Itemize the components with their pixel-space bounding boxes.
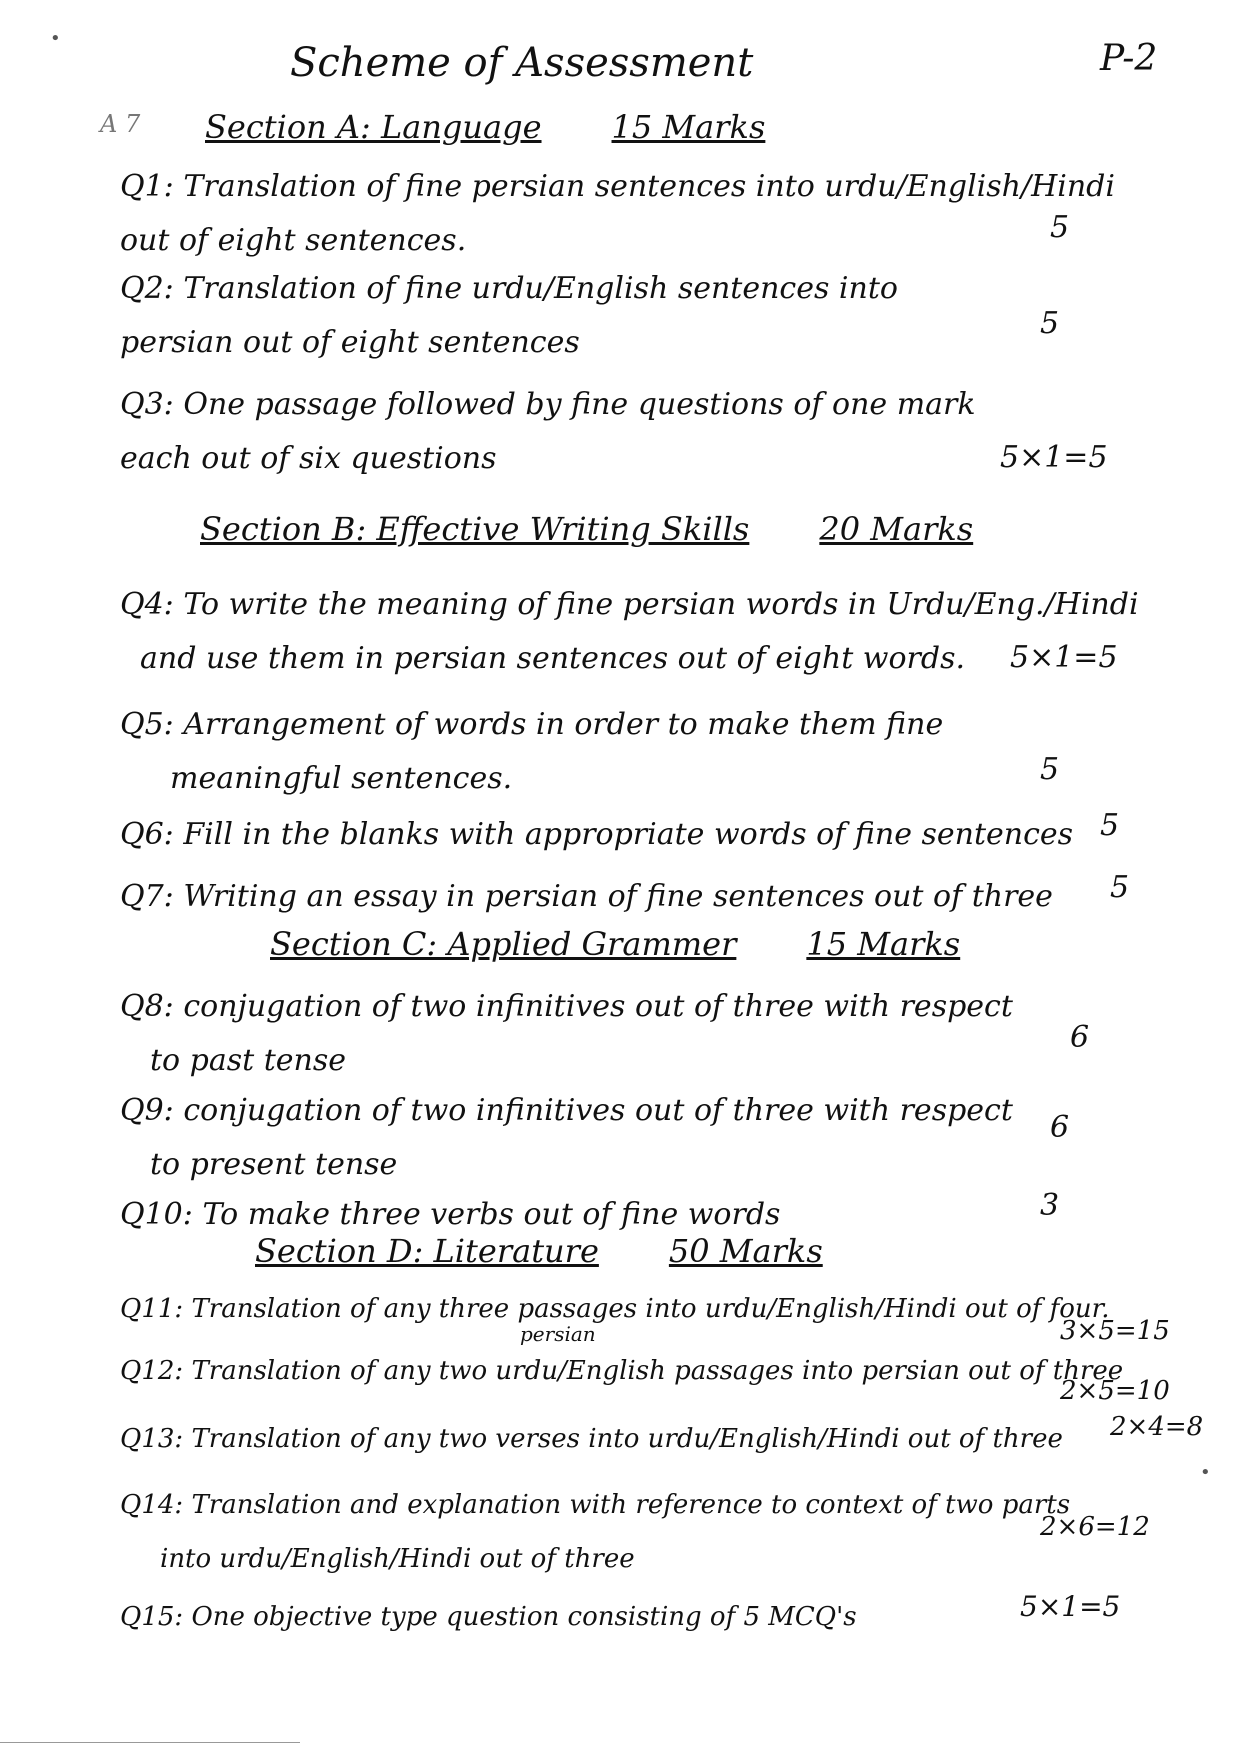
speck: • <box>1200 1462 1211 1483</box>
question-text-continued: meaningful sentences. <box>170 761 513 796</box>
question-13 <box>120 1412 1120 1466</box>
question-text: Translation of fine urdu/English sentences into <box>183 271 898 306</box>
question-number: Q9: <box>120 1093 174 1128</box>
section-name: Section B: Effective Writing Skills <box>200 510 750 548</box>
question-marks: 3 <box>1040 1188 1060 1223</box>
question-text-continued: to present tense <box>150 1147 398 1182</box>
question-number: Q2: <box>120 271 174 306</box>
question-number: Q6: <box>120 817 174 852</box>
question-marks: 6 <box>1070 1020 1090 1055</box>
question-number: Q15: <box>120 1602 184 1632</box>
corner-note: A 7 <box>100 110 141 138</box>
question-text: Translation of fine persian sentences into urdu/English/Hindi <box>183 169 1115 204</box>
question-text: Fill in the blanks with appropriate words of fine sentences <box>183 817 1074 852</box>
question-marks: 5×1=5 <box>1010 640 1118 675</box>
section-marks: 15 Marks <box>611 108 766 146</box>
question-text: Translation and explanation with reference to context of two parts <box>191 1490 1071 1520</box>
question-1 <box>120 160 1120 268</box>
section-name: Section D: Literature <box>255 1232 599 1270</box>
section-c-heading <box>270 925 960 963</box>
question-9 <box>120 1084 1120 1192</box>
question-number: Q4: <box>120 587 174 622</box>
question-8 <box>120 980 1120 1088</box>
question-number: Q12: <box>120 1356 184 1386</box>
question-number: Q13: <box>120 1424 184 1454</box>
question-marks: 5 <box>1050 210 1070 245</box>
question-text: One passage followed by fine questions of one mark <box>183 387 976 422</box>
section-name: Section C: Applied Grammer <box>270 925 737 963</box>
question-marks: 5 <box>1040 752 1060 787</box>
question-text: Translation of any three passages into urdu/English/Hindi out of four. <box>191 1294 1110 1324</box>
question-number: Q14: <box>120 1490 184 1520</box>
question-text: To write the meaning of fine persian words in Urdu/Eng./Hindi <box>183 587 1139 622</box>
question-text: Writing an essay in persian of fine sentences out of three <box>183 879 1053 914</box>
question-15 <box>120 1590 1120 1644</box>
question-text-continued: out of eight sentences. <box>120 223 467 258</box>
question-text: Translation of any two verses into urdu/English/Hindi out of three <box>191 1424 1063 1454</box>
question-3 <box>120 378 1120 486</box>
question-2 <box>120 262 1120 370</box>
question-marks: 5 <box>1040 306 1060 341</box>
question-text: conjugation of two infinitives out of three with respect <box>183 1093 1013 1128</box>
question-number: Q10: <box>120 1197 193 1232</box>
question-number: Q7: <box>120 879 174 914</box>
question-text: conjugation of two infinitives out of three with respect <box>183 989 1013 1024</box>
section-marks: 20 Marks <box>819 510 974 548</box>
scan-edge-line <box>0 1742 300 1743</box>
question-text-continued: to past tense <box>150 1043 347 1078</box>
question-4 <box>120 578 1139 686</box>
question-marks: 2×4=8 <box>1110 1412 1204 1442</box>
question-14 <box>120 1478 1120 1586</box>
page-title: Scheme of Assessment <box>290 40 754 86</box>
question-marks: 5×1=5 <box>1020 1590 1121 1623</box>
question-11 <box>120 1282 1120 1336</box>
section-name: Section A: Language <box>205 108 542 146</box>
question-marks: 2×5=10 <box>1060 1376 1170 1406</box>
question-marks: 5 <box>1110 870 1130 905</box>
question-12 <box>120 1344 1124 1398</box>
question-text: Translation of any two urdu/English passages into persian out of three <box>191 1356 1124 1386</box>
question-marks: 3×5=15 <box>1060 1316 1170 1346</box>
question-text-continued: each out of six questions <box>120 441 497 476</box>
question-text: To make three verbs out of fine words <box>202 1197 781 1232</box>
question-marks: 2×6=12 <box>1040 1512 1150 1542</box>
question-number: Q8: <box>120 989 174 1024</box>
question-number: Q1: <box>120 169 174 204</box>
question-marks: 5 <box>1100 808 1120 843</box>
section-d-heading <box>255 1232 823 1270</box>
section-a-heading <box>205 108 765 146</box>
question-6 <box>120 808 1120 862</box>
question-text-continued: into urdu/English/Hindi out of three <box>160 1544 635 1574</box>
question-5 <box>120 698 1120 806</box>
page-number: P-2 <box>1100 38 1158 79</box>
question-marks: 6 <box>1050 1110 1070 1145</box>
question-text-continued: persian out of eight sentences <box>120 325 580 360</box>
question-text: Arrangement of words in order to make them fine <box>183 707 944 742</box>
question-text-continued: and use them in persian sentences out of eight words. <box>140 641 965 676</box>
question-text: One objective type question consisting of 5 MCQ's <box>191 1602 857 1632</box>
section-marks: 50 Marks <box>668 1232 823 1270</box>
section-b-heading <box>200 510 973 548</box>
insertion-note: persian <box>520 1322 596 1346</box>
question-number: Q5: <box>120 707 174 742</box>
question-number: Q3: <box>120 387 174 422</box>
question-marks: 5×1=5 <box>1000 440 1108 475</box>
speck: • <box>50 28 61 49</box>
question-7 <box>120 870 1120 924</box>
section-marks: 15 Marks <box>806 925 961 963</box>
question-number: Q11: <box>120 1294 184 1324</box>
